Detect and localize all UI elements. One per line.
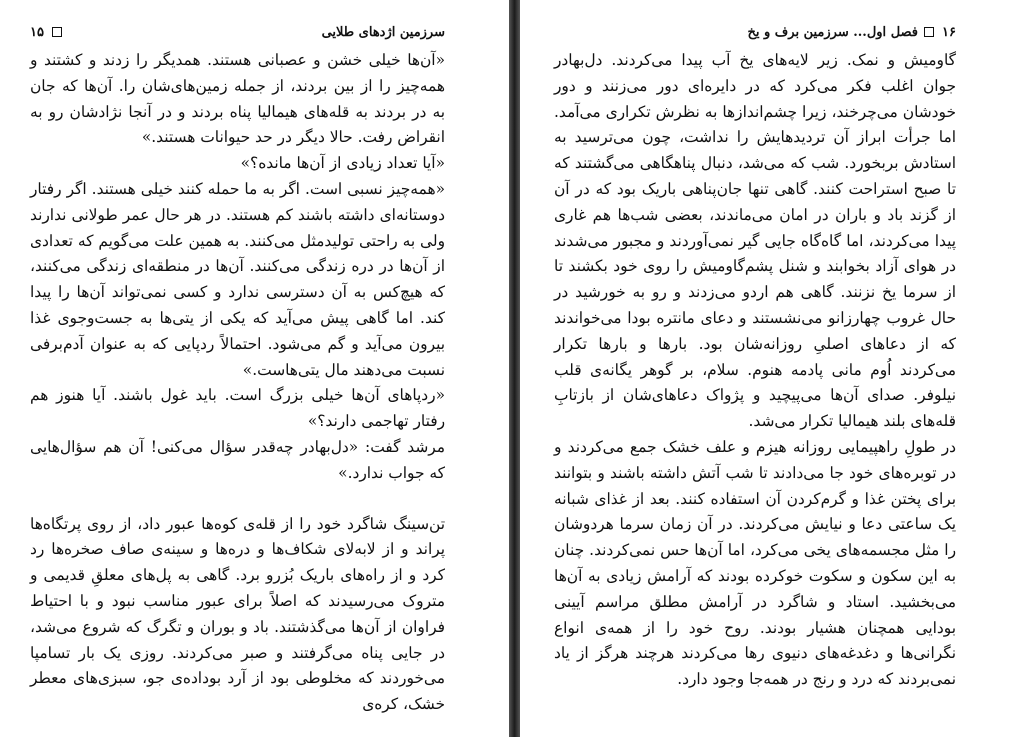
- right-page-body: [554, 48, 956, 693]
- paragraph: «ردپاهای آن‌ها خیلی بزرگ است. باید غول باشند. آیا هنوز هم رفتار تهاجمی دارند؟»: [30, 386, 445, 431]
- paragraph: «آیا تعداد زیادی از آن‌ها مانده؟»: [240, 154, 445, 173]
- paragraph: «همه‌چیز نسبی است. اگر به ما حمله کنند خیلی هستند. اگر رفتار دوستانه‌ای داشته باشند کم هستند. در هر حال عمر طولانی ندارند ولی به راحتی تولیدمثل می‌کنند. به همین علت می‌گویم که تعدادی از آن‌ها در دره زندگی می‌کنند. آن‌ها در منطقه‌ای زندگی می‌کنند، که هیچ‌کس به آن دسترسی ندارد و کسی نمی‌تواند آن‌ها را پیدا کند. اما گاهی پیش می‌آید که یکی از یتی‌ها به جست‌وجوی غذا بیرون می‌آید و گم می‌شود. احتمالاً ردپایی که به عنوان آدم‌برفی نسبت می‌دهند مال یتی‌هاست.»: [30, 179, 445, 379]
- paragraph: گاومیش و نمک. زیر لایه‌های یخ آب پیدا می‌کردند. دل‌بهادر جوان اغلب فکر می‌کرد که در دایره‌ای دور می‌زنند و دور خودشان می‌چرخند، زیرا چشم‌اندازها به نظرش تکراری می‌آمد. اما جرأت ابراز آن تردیدهایش را نداشت، چون می‌ترسید به استادش بربخورد. شب که می‌شد، دنبال پناهگاهی می‌گشتند که تا صبح استراحت کنند. گاهی تنها جان‌پناهی باریک بود که در آن از گزند باد و باران در امان می‌ماندند، بعضی شب‌ها هم غاری پیدا می‌کردند، اما گاه‌گاه جایی گیر نمی‌آوردند و مجبور می‌شدند در هوای آزاد بخوابند و شنل پشم‌گاومیش را روی خود بکشند تا از سرما یخ نزنند. گاهی هم اردو می‌زدند و رو به خورشید در حال غروب چهارزانو می‌نشستند و دعای مانتره بودا می‌خواندند که از دعاهای اصلیِ روزانه‌شان بود. بارها و بارها تکرار می‌کردند اُوم مانی پادمه هنوم. سلام، بر گوهر یگانه‌ی قلب نیلوفر. صدای آن‌ها می‌پیچید و پژواک دعاهای‌شان از بازتابِ قله‌های بلند هیمالیا تکرار می‌شد.: [554, 51, 956, 431]
- right-header-number-group: [924, 25, 956, 40]
- paragraph: در طولِ راهپیمایی روزانه هیزم و علف خشک جمع می‌کردند و در توبره‌های خود جا می‌دادند تا شب آتش داشته باشند و بتوانند برای پختن غذا و گرم‌کردن آن استفاده کنند. بعد از غذای شبانه یک ساعتی دعا و نیایش می‌کردند. در آن زمان سرما هردوشان را مثل مجسمه‌های یخی می‌کرد، اما آن‌ها حس نمی‌کردند. چنان به این سکون و سکوت خوکرده بودند که آرامش زیادی به آن‌ها می‌بخشید. استاد و شاگرد در آرامش مطلق مراسم آیینی بودایی همچنان هشیار بودند. روح خود را از همه‌ی انواع نگرانی‌ها و دغدغه‌های دنیوی رها می‌کردند هرچند هرگز از یاد نمی‌بردند که درد و رنج در همه‌جا وجود دارد.: [554, 437, 956, 689]
- right-page: [520, 0, 1024, 737]
- paragraph: مرشد گفت: «دل‌بهادر چه‌قدر سؤال می‌کنی! آن هم سؤال‌هایی که جواب ندارد.»: [30, 437, 445, 482]
- right-page-number: ۱۶: [942, 24, 956, 40]
- paragraph: «آن‌ها خیلی خشن و عصبانی هستند. همدیگر را زدند و کشتند و همه‌چیز را از بین بردند، از جمله زمین‌های‌شان را. آن‌ها که جان به در بردند به قله‌های هیمالیا پناه بردند و در آنجا نژادشان رو به انقراض رفت. حالا دیگر در حد حیوانات هستند.»: [30, 51, 445, 147]
- left-page-number: ۱۵: [30, 24, 44, 40]
- left-page: [0, 0, 509, 737]
- left-header-title: سرزمین اژدهای طلایی: [321, 24, 445, 40]
- section-break: [30, 487, 445, 512]
- paragraph: تن‌سینگ شاگرد خود را از قله‌ی کوه‌ها عبور داد، از روی پرتگاه‌ها پراند و از لابه‌لای شکاف‌ها و دره‌ها و سینه‌ی صاف صخره‌ها رد کرد و از راه‌های باریک بُزرو برد. گاهی به پل‌های معلقِ قدیمی و متروک می‌رسیدند که اصلاً برای عبور مناسب نبود و با احتیاط فراوان از آن‌ها می‌گذشتند. باد و بوران و تگرگ که شروع می‌شد، در جایی پناه می‌گرفتند و صبر می‌کردند. روزی یک بار تسامپا می‌خوردند که مخلوطی بود از آرد بوداده‌ی جو، سبزی‌های معطر خشک، کره‌ی: [30, 514, 445, 714]
- square-ornament-icon: [924, 27, 934, 37]
- left-header-number-group: [30, 25, 62, 40]
- left-page-body: [30, 48, 445, 718]
- right-page-header: [554, 22, 956, 42]
- book-gutter: [509, 0, 520, 737]
- square-ornament-icon: [52, 27, 62, 37]
- left-page-header: [30, 22, 445, 42]
- right-header-title: فصل اول... سرزمین برف و یخ: [747, 24, 919, 40]
